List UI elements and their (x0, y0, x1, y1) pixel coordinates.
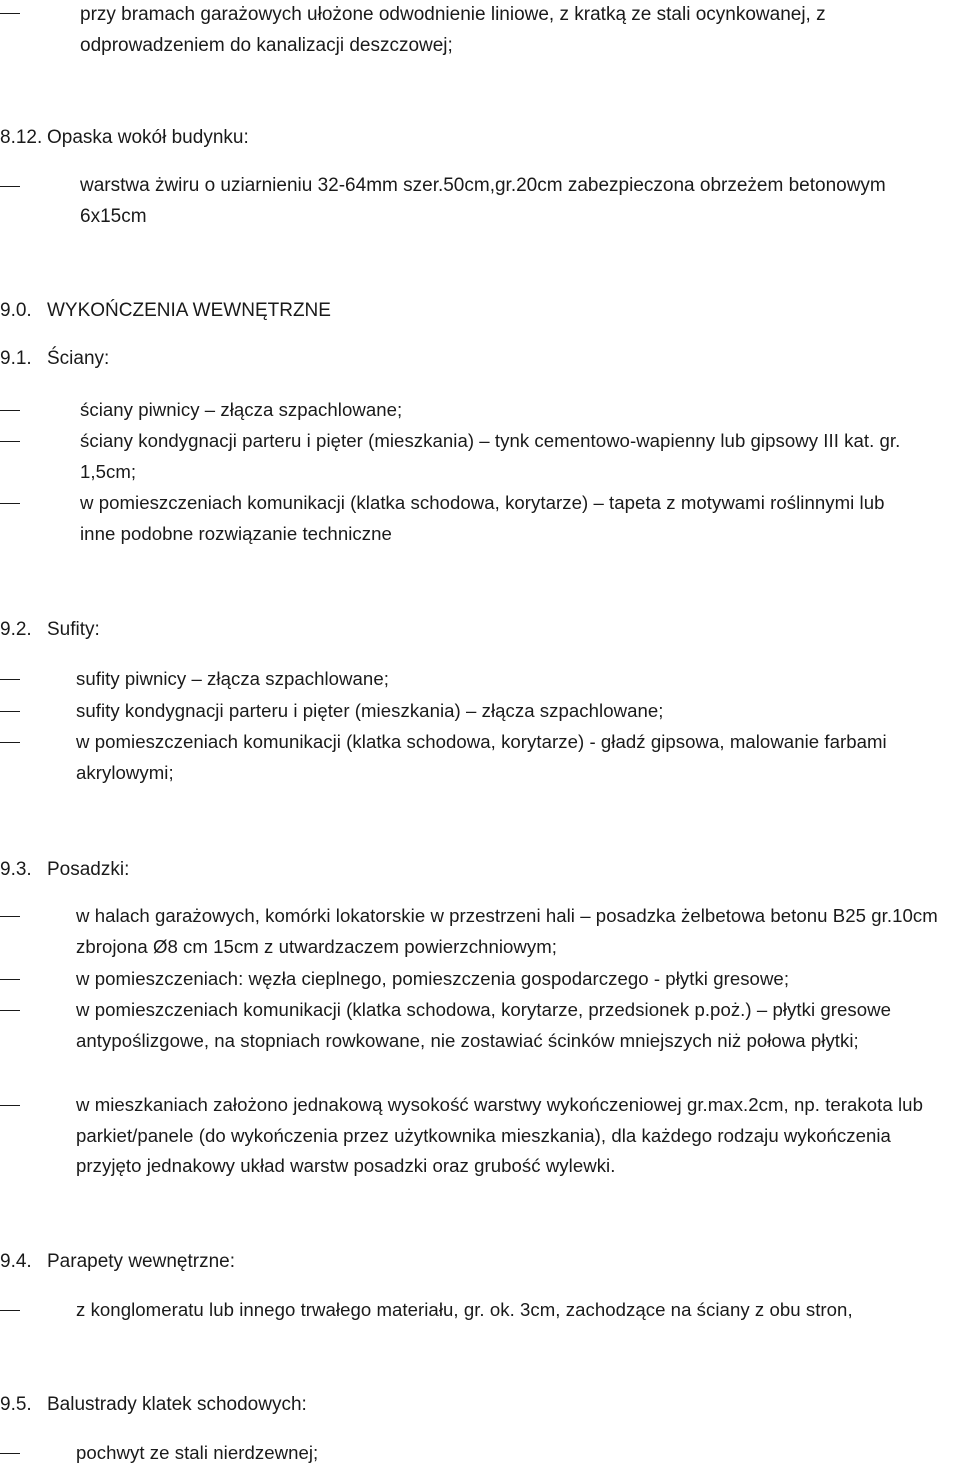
dash-bullet (0, 441, 20, 442)
list-item-text: sufity piwnicy – złącza szpachlowane; (76, 668, 389, 689)
section-number: 9.4. (0, 1251, 32, 1272)
section-title: Parapety wewnętrzne: (47, 1251, 235, 1272)
dash-bullet (0, 916, 20, 917)
section-number: 9.0. (0, 300, 32, 321)
section-number: 9.3. (0, 859, 32, 880)
section-heading (0, 1247, 235, 1277)
list-item-text: ściany kondygnacji parteru i pięter (mieszkania) – tynk cementowo-wapienny lub gipsowy III kat. gr. 1,5cm; (80, 430, 901, 482)
list-item-text: w halach garażowych, komórki lokatorskie w przestrzeni hali – posadzka żelbetowa betonu B25 gr.10cm zbrojona Ø8 cm 15cm z utwardzaczem powierzchniowym; (76, 905, 938, 957)
section-title: Balustrady klatek schodowych: (47, 1394, 307, 1415)
dash-bullet (0, 679, 20, 680)
list-item-text: sufity kondygnacji parteru i pięter (mieszkania) – złącza szpachlowane; (76, 700, 664, 721)
section-title: WYKOŃCZENIA WEWNĘTRZNE (47, 300, 331, 321)
list-item-text: pochwyt ze stali nierdzewnej; (76, 1442, 319, 1463)
section-heading (0, 296, 331, 326)
section-number: 8.12. (0, 127, 43, 148)
dash-bullet (0, 410, 20, 411)
dash-bullet (0, 503, 20, 504)
dash-bullet (0, 1310, 20, 1311)
dash-bullet (0, 742, 20, 743)
dash-bullet (0, 1010, 20, 1011)
section-title: Ściany: (47, 348, 110, 369)
section-title: Posadzki: (47, 859, 130, 880)
section-heading (0, 855, 129, 885)
dash-bullet (0, 711, 20, 712)
section-heading (0, 1390, 307, 1420)
list-item-text: z konglomeratu lub innego trwałego materiału, gr. ok. 3cm, zachodzące na ściany z obu stron, (76, 1299, 853, 1320)
section-heading (0, 344, 109, 374)
section-number: 9.1. (0, 348, 32, 369)
section-heading (0, 123, 249, 153)
section-title: Opaska wokół budynku: (47, 127, 249, 148)
section-title: Sufity: (47, 619, 100, 640)
list-item-text: przy bramach garażowych ułożone odwodnienie liniowe, z kratką ze stali ocynkowanej, z odprowadzeniem do kanalizacji deszczowej; (80, 4, 826, 56)
list-item-text: w mieszkaniach założono jednakową wysokość warstwy wykończeniowej gr.max.2cm, np. terakota lub parkiet/panele (do wykończenia przez użytkownika mieszkania), dla każdego rodzaju wykończenia przyjęto jednakowy układ warstw posadzki oraz grubość wylewki. (76, 1094, 923, 1176)
section-number: 9.5. (0, 1394, 32, 1415)
section-heading (0, 615, 100, 645)
dash-bullet (0, 979, 20, 980)
list-item-text: ściany piwnicy – złącza szpachlowane; (80, 399, 403, 420)
list-item-text: w pomieszczeniach: węzła cieplnego, pomieszczenia gospodarczego - płytki gresowe; (76, 968, 790, 989)
list-item-text: warstwa żwiru o uziarnieniu 32-64mm szer.50cm,gr.20cm zabezpieczona obrzeżem betonowym 6x15cm (80, 175, 886, 227)
dash-bullet (0, 1453, 20, 1454)
dash-bullet (0, 186, 20, 187)
list-item-text: w pomieszczeniach komunikacji (klatka schodowa, korytarze) - gładź gipsowa, malowanie farbami akrylowymi; (76, 731, 887, 783)
dash-bullet (0, 13, 20, 14)
dash-bullet (0, 1105, 20, 1106)
section-number: 9.2. (0, 619, 32, 640)
list-item-text: w pomieszczeniach komunikacji (klatka schodowa, korytarze, przedsionek p.poż.) – płytki gresowe antypoślizgowe, na stopniach rowkowane, nie zostawiać ścinków mniejszych niż połowa płytki; (76, 999, 891, 1051)
list-item-text: w pomieszczeniach komunikacji (klatka schodowa, korytarze) – tapeta z motywami roślinnymi lub inne podobne rozwiązanie techniczne (80, 492, 885, 544)
